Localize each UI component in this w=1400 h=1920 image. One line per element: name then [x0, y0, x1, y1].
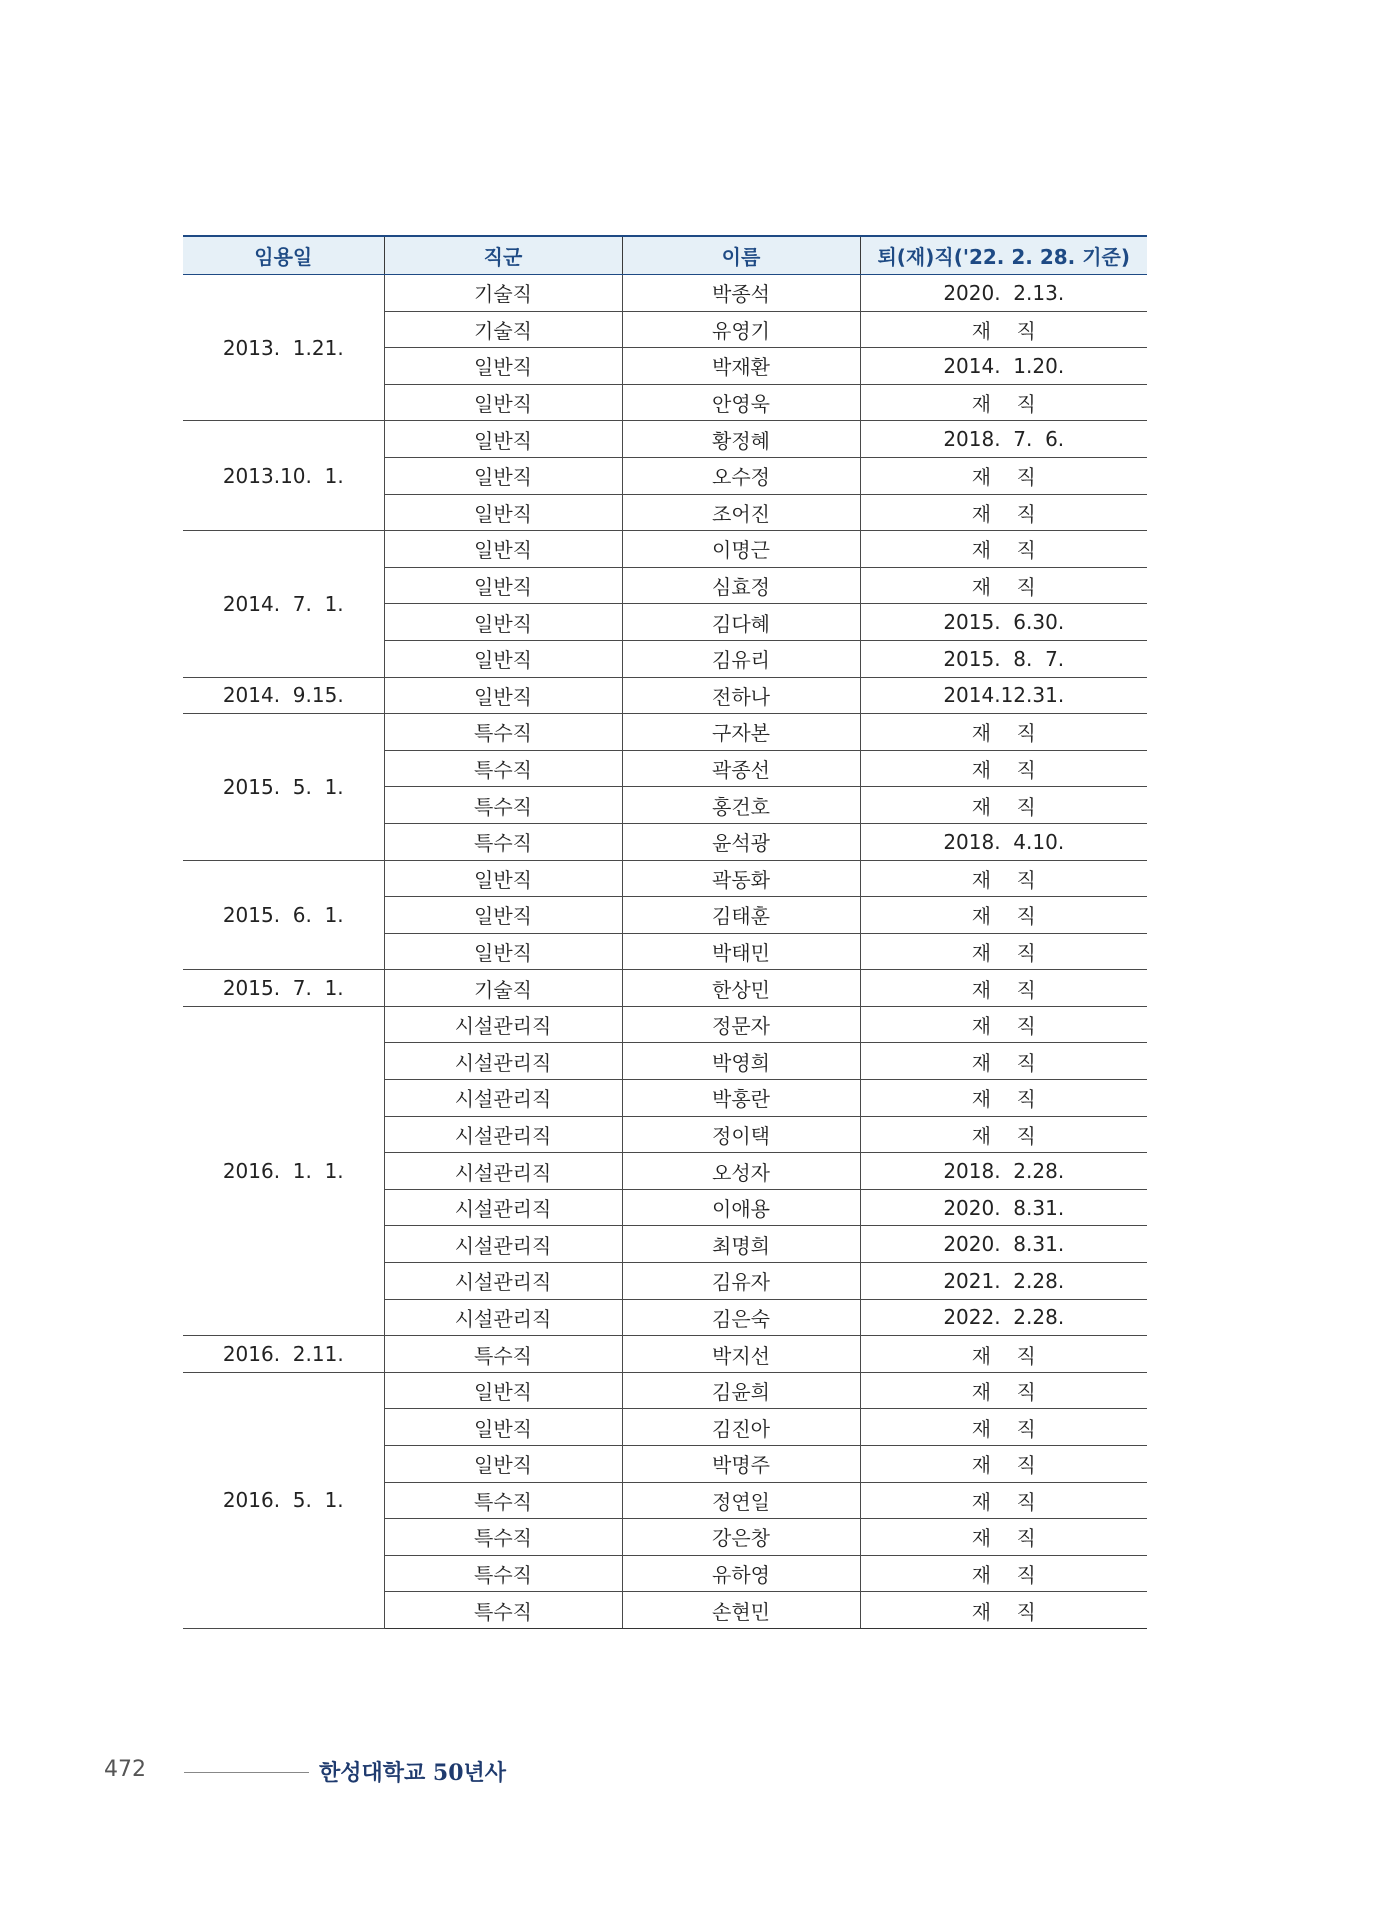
employee-name-cell: 박재환: [622, 348, 860, 385]
retirement-status-cell: 재 직: [860, 1006, 1147, 1043]
appointment-date-cell: 2014. 9.15.: [183, 677, 384, 714]
job-category-cell: 특수직: [384, 714, 622, 751]
employee-name-cell: 김다혜: [622, 604, 860, 641]
retirement-status-cell: 재 직: [860, 1482, 1147, 1519]
appointment-date-cell: 2016. 5. 1.: [183, 1372, 384, 1628]
retirement-status-cell: 재 직: [860, 787, 1147, 824]
staff-appointment-table: [183, 235, 1147, 1629]
job-category-cell: 기술직: [384, 311, 622, 348]
job-category-cell: 기술직: [384, 275, 622, 312]
job-category-cell: 특수직: [384, 823, 622, 860]
employee-name-cell: 김윤희: [622, 1372, 860, 1409]
employee-name-cell: 정연일: [622, 1482, 860, 1519]
job-category-cell: 특수직: [384, 1482, 622, 1519]
retirement-status-cell: 재 직: [860, 750, 1147, 787]
retirement-status-cell: 2015. 6.30.: [860, 604, 1147, 641]
retirement-status-cell: 재 직: [860, 714, 1147, 751]
staff-appointment-table-wrap: [183, 235, 1147, 1629]
job-category-cell: 일반직: [384, 457, 622, 494]
retirement-status-cell: 재 직: [860, 1446, 1147, 1483]
employee-name-cell: 박명주: [622, 1446, 860, 1483]
employee-name-cell: 곽종선: [622, 750, 860, 787]
employee-name-cell: 전하나: [622, 677, 860, 714]
job-category-cell: 일반직: [384, 677, 622, 714]
employee-name-cell: 정문자: [622, 1006, 860, 1043]
job-category-cell: 일반직: [384, 1409, 622, 1446]
job-category-cell: 시설관리직: [384, 1116, 622, 1153]
employee-name-cell: 홍건호: [622, 787, 860, 824]
job-category-cell: 시설관리직: [384, 1226, 622, 1263]
employee-name-cell: 정이택: [622, 1116, 860, 1153]
retirement-status-cell: 2020. 8.31.: [860, 1226, 1147, 1263]
job-category-cell: 특수직: [384, 1519, 622, 1556]
employee-name-cell: 윤석광: [622, 823, 860, 860]
job-category-cell: 일반직: [384, 494, 622, 531]
retirement-status-cell: 재 직: [860, 1336, 1147, 1373]
retirement-status-cell: 재 직: [860, 1116, 1147, 1153]
job-category-cell: 일반직: [384, 384, 622, 421]
appointment-date-cell: 2016. 2.11.: [183, 1336, 384, 1373]
job-category-cell: 특수직: [384, 1336, 622, 1373]
job-category-cell: 일반직: [384, 860, 622, 897]
book-title: 한성대학교 50년사: [319, 1760, 507, 1786]
retirement-status-cell: 2018. 7. 6.: [860, 421, 1147, 458]
table-row: [183, 1372, 1147, 1409]
retirement-status-cell: 재 직: [860, 933, 1147, 970]
job-category-cell: 시설관리직: [384, 1189, 622, 1226]
table-row: [183, 860, 1147, 897]
employee-name-cell: 김유자: [622, 1263, 860, 1300]
retirement-status-cell: 2020. 2.13.: [860, 275, 1147, 312]
employee-name-cell: 강은창: [622, 1519, 860, 1556]
retirement-status-cell: 재 직: [860, 1043, 1147, 1080]
employee-name-cell: 이명근: [622, 531, 860, 568]
employee-name-cell: 오성자: [622, 1153, 860, 1190]
job-category-cell: 기술직: [384, 970, 622, 1007]
table-header: [183, 236, 1147, 275]
retirement-status-cell: 재 직: [860, 860, 1147, 897]
job-category-cell: 일반직: [384, 640, 622, 677]
job-category-cell: 일반직: [384, 567, 622, 604]
job-category-cell: 일반직: [384, 604, 622, 641]
appointment-date-cell: 2015. 5. 1.: [183, 714, 384, 860]
employee-name-cell: 곽동화: [622, 860, 860, 897]
employee-name-cell: 구자본: [622, 714, 860, 751]
retirement-status-cell: 2014. 1.20.: [860, 348, 1147, 385]
employee-name-cell: 박지선: [622, 1336, 860, 1373]
appointment-date-cell: 2014. 7. 1.: [183, 531, 384, 677]
job-category-cell: 특수직: [384, 787, 622, 824]
page-footer: [104, 1751, 804, 1791]
job-category-cell: 특수직: [384, 750, 622, 787]
job-category-cell: 시설관리직: [384, 1043, 622, 1080]
employee-name-cell: 박홍란: [622, 1080, 860, 1117]
job-category-cell: 시설관리직: [384, 1080, 622, 1117]
employee-name-cell: 박영희: [622, 1043, 860, 1080]
job-category-cell: 일반직: [384, 1372, 622, 1409]
header-retirement-status: 퇴(재)직('22. 2. 28. 기준): [860, 236, 1147, 275]
job-category-cell: 시설관리직: [384, 1006, 622, 1043]
employee-name-cell: 조어진: [622, 494, 860, 531]
employee-name-cell: 김태훈: [622, 897, 860, 934]
employee-name-cell: 박태민: [622, 933, 860, 970]
employee-name-cell: 김진아: [622, 1409, 860, 1446]
job-category-cell: 특수직: [384, 1592, 622, 1629]
retirement-status-cell: 2018. 2.28.: [860, 1153, 1147, 1190]
header-name: 이름: [622, 236, 860, 275]
job-category-cell: 시설관리직: [384, 1263, 622, 1300]
retirement-status-cell: 2021. 2.28.: [860, 1263, 1147, 1300]
job-category-cell: 일반직: [384, 531, 622, 568]
header-job-category: 직군: [384, 236, 622, 275]
job-category-cell: 시설관리직: [384, 1299, 622, 1336]
table-row: [183, 531, 1147, 568]
job-category-cell: 일반직: [384, 897, 622, 934]
job-category-cell: 일반직: [384, 1446, 622, 1483]
retirement-status-cell: 재 직: [860, 1592, 1147, 1629]
retirement-status-cell: 재 직: [860, 1409, 1147, 1446]
employee-name-cell: 안영욱: [622, 384, 860, 421]
page-number: 472: [104, 1757, 146, 1782]
retirement-status-cell: 재 직: [860, 897, 1147, 934]
employee-name-cell: 이애용: [622, 1189, 860, 1226]
retirement-status-cell: 재 직: [860, 1555, 1147, 1592]
retirement-status-cell: 재 직: [860, 384, 1147, 421]
employee-name-cell: 김유리: [622, 640, 860, 677]
appointment-date-cell: 2015. 6. 1.: [183, 860, 384, 970]
appointment-date-cell: 2013.10. 1.: [183, 421, 384, 531]
employee-name-cell: 손현민: [622, 1592, 860, 1629]
employee-name-cell: 한상민: [622, 970, 860, 1007]
employee-name-cell: 심효정: [622, 567, 860, 604]
table-body: [183, 275, 1147, 1629]
header-appointment-date: 임용일: [183, 236, 384, 275]
employee-name-cell: 오수정: [622, 457, 860, 494]
retirement-status-cell: 2014.12.31.: [860, 677, 1147, 714]
employee-name-cell: 최명희: [622, 1226, 860, 1263]
retirement-status-cell: 재 직: [860, 1080, 1147, 1117]
retirement-status-cell: 재 직: [860, 567, 1147, 604]
job-category-cell: 시설관리직: [384, 1153, 622, 1190]
appointment-date-cell: 2015. 7. 1.: [183, 970, 384, 1007]
table-row: [183, 677, 1147, 714]
employee-name-cell: 김은숙: [622, 1299, 860, 1336]
job-category-cell: 일반직: [384, 348, 622, 385]
retirement-status-cell: 재 직: [860, 494, 1147, 531]
retirement-status-cell: 2018. 4.10.: [860, 823, 1147, 860]
table-header-row: [183, 236, 1147, 275]
table-row: [183, 275, 1147, 312]
table-row: [183, 1336, 1147, 1373]
table-row: [183, 714, 1147, 751]
table-row: [183, 1006, 1147, 1043]
job-category-cell: 특수직: [384, 1555, 622, 1592]
retirement-status-cell: 재 직: [860, 1372, 1147, 1409]
retirement-status-cell: 2022. 2.28.: [860, 1299, 1147, 1336]
employee-name-cell: 박종석: [622, 275, 860, 312]
footer-divider: [184, 1772, 309, 1773]
appointment-date-cell: 2013. 1.21.: [183, 275, 384, 421]
table-row: [183, 970, 1147, 1007]
retirement-status-cell: 재 직: [860, 311, 1147, 348]
retirement-status-cell: 재 직: [860, 970, 1147, 1007]
table-row: [183, 421, 1147, 458]
retirement-status-cell: 재 직: [860, 531, 1147, 568]
retirement-status-cell: 재 직: [860, 1519, 1147, 1556]
employee-name-cell: 황정혜: [622, 421, 860, 458]
employee-name-cell: 유하영: [622, 1555, 860, 1592]
appointment-date-cell: 2016. 1. 1.: [183, 1006, 384, 1335]
retirement-status-cell: 재 직: [860, 457, 1147, 494]
retirement-status-cell: 2015. 8. 7.: [860, 640, 1147, 677]
employee-name-cell: 유영기: [622, 311, 860, 348]
job-category-cell: 일반직: [384, 421, 622, 458]
retirement-status-cell: 2020. 8.31.: [860, 1189, 1147, 1226]
job-category-cell: 일반직: [384, 933, 622, 970]
